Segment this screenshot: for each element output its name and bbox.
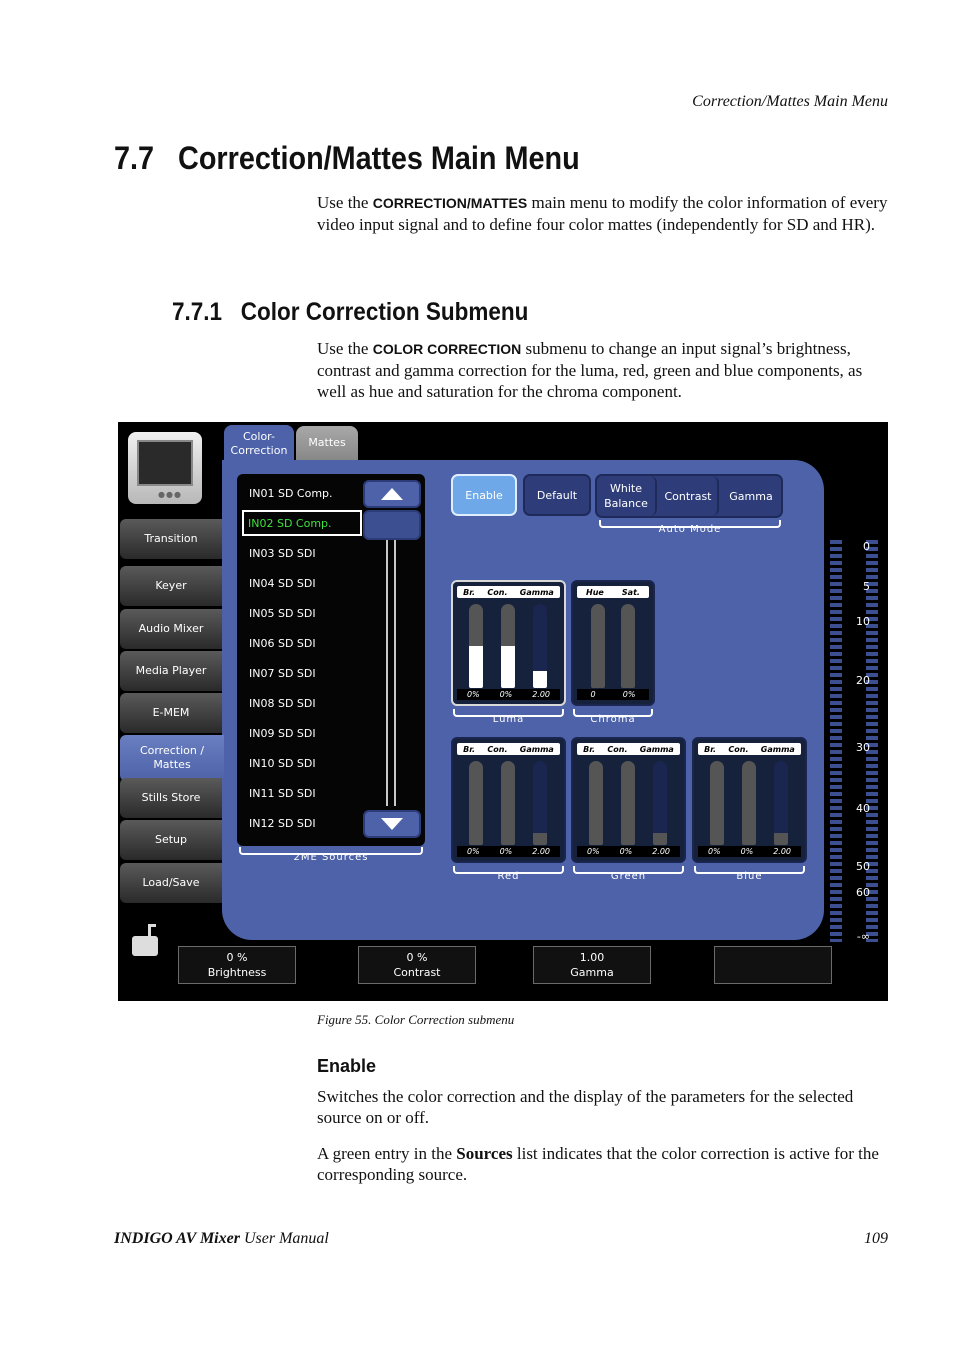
- source-item[interactable]: IN12 SD SDI: [249, 816, 316, 830]
- nav-emem[interactable]: E-MEM: [120, 693, 222, 733]
- source-item[interactable]: IN06 SD SDI: [249, 636, 316, 650]
- nav-load-save[interactable]: Load/Save: [120, 863, 222, 903]
- source-item[interactable]: IN08 SD SDI: [249, 696, 316, 710]
- enable-heading: Enable: [317, 1056, 377, 1076]
- nav-stills-store[interactable]: Stills Store: [120, 778, 222, 818]
- source-item[interactable]: IN03 SD SDI: [249, 546, 316, 560]
- blue-gamma-bar[interactable]: [774, 761, 788, 845]
- subsection-intro: [317, 338, 889, 402]
- tab-label: Mattes: [308, 436, 346, 449]
- intro-text: Use the: [317, 193, 373, 212]
- scale-label: 5: [863, 580, 870, 593]
- contrast-button[interactable]: Contrast: [659, 476, 719, 516]
- subsection-number: 7.7.1: [172, 298, 223, 326]
- red-contrast-bar[interactable]: [501, 761, 515, 845]
- color-correction-screenshot: [118, 422, 888, 1001]
- sources-label: 2ME Sources: [293, 852, 369, 863]
- scale-label: -∞: [856, 930, 870, 943]
- subsection-heading: [172, 298, 528, 327]
- page-number: 109: [864, 1230, 888, 1247]
- red-gamma-bar[interactable]: [533, 761, 547, 845]
- sources-note: [317, 1143, 889, 1185]
- scroll-up-button[interactable]: [363, 480, 421, 508]
- footer-brand: INDIGO AV Mixer: [114, 1230, 240, 1247]
- gamma-button[interactable]: Gamma: [729, 489, 773, 503]
- meter-header: Br. Con. Gamma: [698, 743, 801, 755]
- enable-description: Switches the color correction and the display of the parameters for the selected source on or off.: [317, 1087, 854, 1127]
- source-item-selected[interactable]: IN02 SD Comp.: [242, 510, 362, 536]
- keyword: CORRECTION/MATTES: [372, 195, 528, 211]
- meter-header: Br. Con. Gamma: [577, 743, 680, 755]
- green-meter[interactable]: [571, 737, 686, 863]
- arrow-up-icon: [381, 488, 403, 500]
- auto-mode-label: Auto Mode: [658, 524, 722, 535]
- empty-readout[interactable]: [714, 946, 832, 984]
- nav-correction-mattes[interactable]: Correction / Mattes: [120, 735, 224, 781]
- red-meter[interactable]: [451, 737, 566, 863]
- red-label: Red: [497, 871, 520, 882]
- intro-text: main menu to modify the color information of every video input signal and to define four color mattes (independently for SD and HR).: [317, 193, 888, 234]
- joystick-icon: [130, 922, 162, 958]
- section-heading: [114, 140, 580, 177]
- source-item[interactable]: IN07 SD SDI: [249, 666, 316, 680]
- section-number: 7.7: [114, 140, 155, 176]
- luma-meter[interactable]: [451, 580, 566, 706]
- scale-label: 60: [856, 886, 870, 899]
- blue-contrast-bar[interactable]: [742, 761, 756, 845]
- green-label: Green: [610, 871, 647, 882]
- nav-keyer[interactable]: Keyer: [120, 566, 222, 606]
- intro-text: submenu to change an input signal’s brightness, contrast and gamma correction for the luma, red, green and blue components, as well as hue and saturation for the chroma component.: [317, 339, 863, 401]
- meter-header: Hue Sat.: [577, 586, 649, 598]
- source-item[interactable]: IN04 SD SDI: [249, 576, 316, 590]
- meter-values: 0% 0% 2.00: [698, 846, 801, 857]
- chroma-hue-bar[interactable]: [591, 604, 605, 688]
- level-meter-left: [830, 540, 842, 942]
- meter-header: Br. Con. Gamma: [457, 743, 560, 755]
- source-item[interactable]: IN09 SD SDI: [249, 726, 316, 740]
- nav-setup[interactable]: Setup: [120, 820, 222, 860]
- enable-button[interactable]: Enable: [451, 474, 517, 516]
- sources-keyword: Sources: [456, 1144, 513, 1163]
- meter-values: 0% 0% 2.00: [457, 846, 560, 857]
- scrollbar-track[interactable]: [386, 526, 396, 806]
- source-item[interactable]: IN01 SD Comp.: [249, 486, 333, 500]
- luma-brightness-bar[interactable]: [469, 604, 483, 688]
- tab-label: Color- Correction: [230, 430, 288, 457]
- scroll-down-button[interactable]: [363, 810, 421, 838]
- red-brightness-bar[interactable]: [469, 761, 483, 845]
- luma-contrast-bar[interactable]: [501, 604, 515, 688]
- nav-audio-mixer[interactable]: Audio Mixer: [120, 609, 222, 649]
- source-item[interactable]: IN05 SD SDI: [249, 606, 316, 620]
- meter-header: Br. Con. Gamma: [457, 586, 560, 598]
- chroma-label: Chroma: [590, 714, 636, 725]
- meter-values: 0% 0% 2.00: [577, 846, 680, 857]
- contrast-readout[interactable]: 0 % Contrast: [358, 946, 476, 984]
- tab-mattes[interactable]: [296, 426, 358, 460]
- green-brightness-bar[interactable]: [589, 761, 603, 845]
- brightness-readout[interactable]: 0 % Brightness: [178, 946, 296, 984]
- scrollbar-thumb[interactable]: [363, 510, 421, 540]
- nav-transition[interactable]: Transition: [120, 519, 222, 559]
- gamma-readout[interactable]: 1.00 Gamma: [533, 946, 651, 984]
- scale-label: 50: [856, 860, 870, 873]
- blue-meter[interactable]: [692, 737, 807, 863]
- meter-values: 0 0%: [577, 689, 649, 700]
- green-gamma-bar[interactable]: [653, 761, 667, 845]
- chroma-meter[interactable]: [571, 580, 655, 706]
- footer-rest: User Manual: [239, 1230, 329, 1247]
- green-contrast-bar[interactable]: [621, 761, 635, 845]
- note-text: list indicates that the color correction is active for the corresponding source.: [317, 1144, 879, 1184]
- scale-label: 40: [856, 802, 870, 815]
- arrow-down-icon: [381, 818, 403, 830]
- scale-label: 30: [856, 741, 870, 754]
- blue-label: Blue: [736, 871, 763, 882]
- scale-label: 20: [856, 674, 870, 687]
- section-title: Correction/Mattes Main Menu: [178, 140, 580, 176]
- footer-title: [114, 1230, 329, 1248]
- tab-color-correction[interactable]: [224, 425, 294, 463]
- blue-brightness-bar[interactable]: [710, 761, 724, 845]
- keyword: COLOR CORRECTION: [372, 341, 522, 357]
- luma-gamma-bar[interactable]: [533, 604, 547, 688]
- scale-label: 10: [856, 615, 870, 628]
- intro-text: Use the: [317, 339, 373, 358]
- note-text: A green entry in the: [317, 1144, 457, 1163]
- meter-values: 0% 0% 2.00: [457, 689, 560, 700]
- monitor-icon: ●●●: [128, 432, 202, 504]
- scale-label: 0: [863, 540, 870, 553]
- intro-paragraph: [317, 192, 889, 235]
- source-item[interactable]: IN11 SD SDI: [249, 786, 316, 800]
- white-balance-button[interactable]: White Balance: [597, 476, 657, 516]
- chroma-saturation-bar[interactable]: [621, 604, 635, 688]
- figure-caption: Figure 55. Color Correction submenu: [317, 1012, 515, 1027]
- subsection-title: Color Correction Submenu: [240, 298, 529, 326]
- luma-label: Luma: [492, 714, 525, 725]
- default-button[interactable]: Default: [523, 474, 591, 516]
- source-item[interactable]: IN10 SD SDI: [249, 756, 316, 770]
- running-header: Correction/Mattes Main Menu: [692, 93, 888, 110]
- nav-media-player[interactable]: Media Player: [120, 651, 222, 691]
